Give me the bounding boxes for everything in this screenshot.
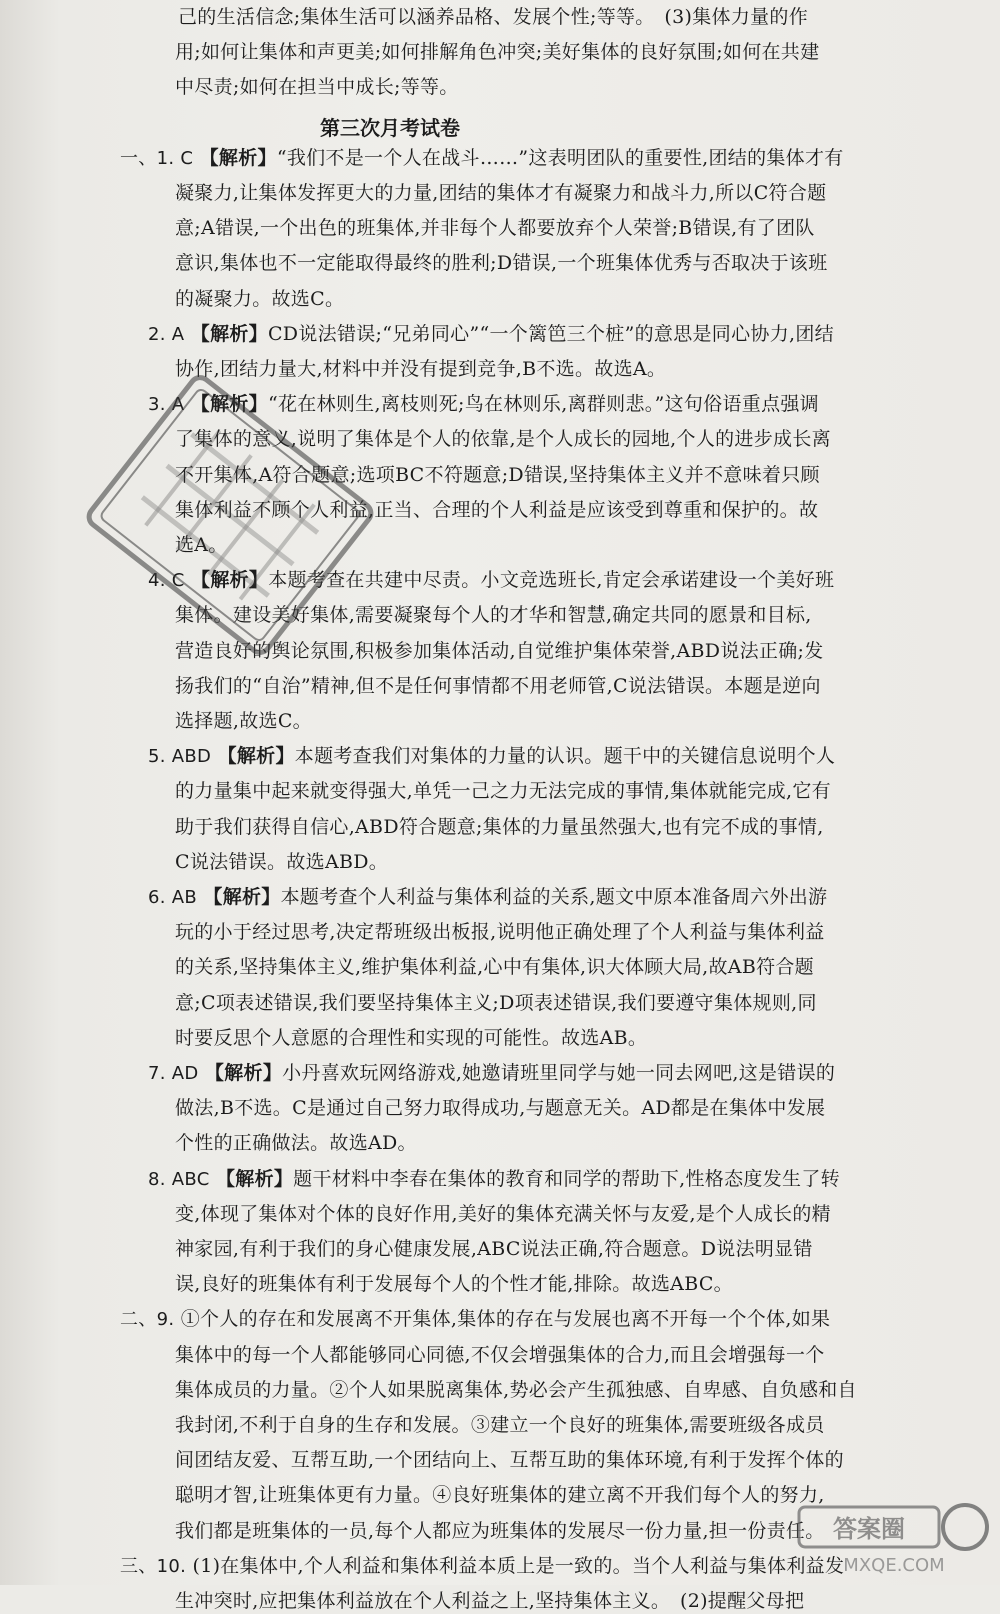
answer-line xyxy=(148,1060,835,1087)
answer-text: 营造良好的舆论氛围,积极参加集体活动,自觉维护集体荣誉,ABD说法正确;发 xyxy=(175,639,824,662)
answer-text: 集体。建设美好集体,需要凝聚每个人的才华和智慧,确定共同的愿景和目标, xyxy=(175,604,812,627)
answer-text: 助于我们获得自信心,ABD符合题意;集体的力量虽然强大,也有完不成的事情, xyxy=(175,815,824,838)
answer-line xyxy=(175,673,821,699)
answer-text: 的凝聚力。故选C。 xyxy=(175,287,345,310)
answer-number: 4. C xyxy=(148,570,185,592)
answer-text: 聪明才智,让班集体更有力量。④良好班集体的建立离不开我们每个人的努力, xyxy=(175,1484,825,1507)
answer-text: 凝聚力,让集体发挥更大的力量,团结的集体才有凝聚力和战斗力,所以C符合题 xyxy=(175,182,827,204)
answer-text: (1)在集体中,个人利益和集体利益本质上是一致的。当个人利益与集体利益发 xyxy=(192,1554,845,1577)
answer-line xyxy=(175,1236,813,1262)
answer-line xyxy=(175,990,817,1016)
answer-number: 6. AB xyxy=(148,887,198,908)
analysis-tag: 【解析】 xyxy=(190,322,268,345)
answer-text: 个性的正确做法。故选AD。 xyxy=(175,1132,417,1155)
answer-text: 做法,B不选。C是通过自己努力取得成功,与题意无关。AD都是在集体中发展 xyxy=(175,1097,826,1120)
answer-text: 的力量集中起来就变得强大,单凭一己之力无法完成的事情,集体就能完成,它有 xyxy=(175,780,831,803)
analysis-tag: 【解析】 xyxy=(199,146,277,169)
answer-line xyxy=(175,1412,825,1438)
answer-line xyxy=(175,849,388,875)
answer-text: 间团结友爱、互帮互助,一个团结向上、互帮互助的集体环境,有利于发挥个体的 xyxy=(175,1449,844,1472)
section-title: 第三次月考试卷 xyxy=(320,115,460,140)
answer-text: CD说法错误;“兄弟同心”“一个篱笆三个桩”的意思是同心协力,团结 xyxy=(267,322,834,345)
watermark-logo xyxy=(789,1497,994,1577)
answer-text: “我们不是一个人在战斗……”这表明团队的重要性,团结的集体才有 xyxy=(276,146,844,169)
answer-line xyxy=(175,1095,825,1121)
analysis-tag: 【解析】 xyxy=(203,886,281,908)
answer-text: 协作,团结力量大,材料中并没有提到竞争,B不选。故选A。 xyxy=(175,358,667,380)
answer-text: 选A。 xyxy=(175,534,228,556)
answer-text: 我封闭,不利于自身的生存和发展。③建立一个良好的班集体,需要班级各成员 xyxy=(175,1414,825,1436)
answer-line xyxy=(148,321,834,348)
answer-text: 扬我们的“自治”精神,但不是任何事情都不用老师管,C说法错误。本题是逆向 xyxy=(175,674,821,697)
answer-number: 三、10. xyxy=(120,1555,187,1577)
answer-number: 2. A xyxy=(148,323,185,345)
answer-line xyxy=(175,1447,844,1473)
answer-text: 我们都是班集体的一员,每个人都应为班集体的发展尽一份力量,担一份责任。 xyxy=(175,1519,825,1542)
analysis-tag: 【解析】 xyxy=(215,1167,294,1190)
answer-text: 了集体的意义,说明了集体是个人的依靠,是个人成长的园地,个人的进步成长离 xyxy=(175,428,831,451)
answer-line xyxy=(175,778,831,804)
answer-line xyxy=(175,1271,733,1297)
answer-number: 7. AD xyxy=(148,1063,199,1084)
answer-line xyxy=(175,356,666,382)
text-line: 用;如何让集体和声更美;如何排解角色冲突;美好集体的良好氛围;如何在共建 xyxy=(175,41,820,64)
answer-line xyxy=(120,1553,844,1580)
answer-number: 5. ABD xyxy=(148,746,212,768)
answer-text: 集体中的每一个人都能够同心同德,不仅会增强集体的合力,而且会增强每一个 xyxy=(175,1343,825,1366)
answer-text: 意识,集体也不一定能取得最终的胜利;D错误,一个班集体优秀与否取决于该班 xyxy=(175,252,828,275)
header-line xyxy=(178,4,808,30)
answer-line xyxy=(175,250,828,276)
watermark-url: MXQE.COM xyxy=(843,1555,945,1576)
answer-text: 集体成员的力量。②个人如果脱离集体,势必会产生孤独感、自卑感、自负感和自 xyxy=(175,1378,857,1401)
answer-text: 意;C项表述错误,我们要坚持集体主义;D项表述错误,我们要遵守集体规则,同 xyxy=(175,991,817,1014)
answer-number: 3. A xyxy=(148,394,185,416)
answer-text: 意;A错误,一个出色的班集体,并非每个人都要放弃个人荣誉;B错误,有了团队 xyxy=(175,217,815,240)
answer-text: 玩的小于经过思考,决定帮班级出板报,说明他正确处理了个人利益与集体利益 xyxy=(175,921,825,944)
answer-line xyxy=(175,954,814,980)
answer-line xyxy=(175,919,825,945)
watermark-logo-text: 答案圈 xyxy=(833,1515,905,1543)
answer-text: 的关系,坚持集体主义,维护集体利益,心中有集体,识大体顾大局,故AB符合题 xyxy=(175,956,814,979)
answer-text: 集体利益不顾个人利益,正当、合理的个人利益是应该受到尊重和保护的。故 xyxy=(175,498,819,521)
analysis-tag: 【解析】 xyxy=(191,569,269,592)
header-line xyxy=(175,74,459,100)
answer-line xyxy=(175,708,312,734)
answer-text: 本题考查我们对集体的力量的认识。题干中的关键信息说明个人 xyxy=(294,745,836,768)
answer-line xyxy=(175,180,826,206)
answer-line xyxy=(175,1201,831,1227)
answer-text: “花在林则生,离枝则死;鸟在林则乐,离群则悲。”这句俗语重点强调 xyxy=(267,393,819,416)
answer-text: 误,良好的班集体有利于发展每个人的个性才能,排除。故选ABC。 xyxy=(175,1273,733,1296)
answer-line xyxy=(175,1482,825,1508)
answer-text: 变,体现了集体对个体的良好作用,美好的集体充满关怀与友爱,是个人成长的精 xyxy=(175,1202,831,1225)
text-line: 中尽责;如何在担当中成长;等等。 xyxy=(175,76,459,99)
header-line xyxy=(175,39,819,65)
answer-line xyxy=(120,145,844,172)
answer-text: 生冲突时,应把集体利益放在个人利益之上,坚持集体主义。 (2)提醒父母把 xyxy=(175,1590,805,1612)
analysis-tag: 【解析】 xyxy=(204,1062,283,1084)
answer-text: 不开集体,A符合题意;选项BC不符题意;D错误,坚持集体主义并不意味着只顾 xyxy=(175,463,820,486)
answer-text: 时要反思个人意愿的合理性和实现的可能性。故选AB。 xyxy=(175,1026,648,1049)
analysis-tag: 【解析】 xyxy=(190,393,268,416)
answer-line xyxy=(148,884,827,911)
answer-line xyxy=(148,1166,840,1193)
answer-line xyxy=(175,215,815,241)
answer-line xyxy=(175,286,344,312)
answer-text: 本题考查在共建中尽责。小文竞选班长,肯定会承诺建设一个美好班 xyxy=(268,569,835,592)
answer-text: 神家园,有利于我们的身心健康发展,ABC说法正确,符合题意。D说法明显错 xyxy=(175,1238,813,1260)
answer-line xyxy=(175,1588,804,1614)
answer-line xyxy=(148,743,835,770)
answer-number: 二、9. xyxy=(120,1309,175,1331)
answer-text: 选择题,故选C。 xyxy=(175,710,312,732)
answer-line xyxy=(175,1342,825,1368)
answer-text: 题干材料中李春在集体的教育和同学的帮助下,性格态度发生了转 xyxy=(293,1167,840,1190)
answer-number: 8. ABC xyxy=(148,1168,210,1190)
answer-line xyxy=(175,814,824,840)
answer-line xyxy=(175,1025,647,1051)
answer-text: 本题考查个人利益与集体利益的关系,题文中原本准备周六外出游 xyxy=(280,886,828,908)
analysis-tag: 【解析】 xyxy=(217,745,295,768)
answer-text: 小丹喜欢玩网络游戏,她邀请班里同学与她一同去网吧,这是错误的 xyxy=(282,1062,836,1084)
answer-line xyxy=(175,1130,417,1156)
text-line: 己的生活信念;集体生活可以涵养品格、发展个性;等等。 (3)集体力量的作 xyxy=(178,6,809,28)
answer-line xyxy=(120,1306,830,1333)
answer-line xyxy=(175,1377,857,1403)
answer-line xyxy=(175,1518,825,1544)
answer-text: ①个人的存在和发展离不开集体,集体的存在与发展也离不开每一个个体,如果 xyxy=(180,1308,831,1331)
answer-number: 一、1. C xyxy=(120,147,194,169)
answer-text: C说法错误。故选ABD。 xyxy=(175,850,389,873)
